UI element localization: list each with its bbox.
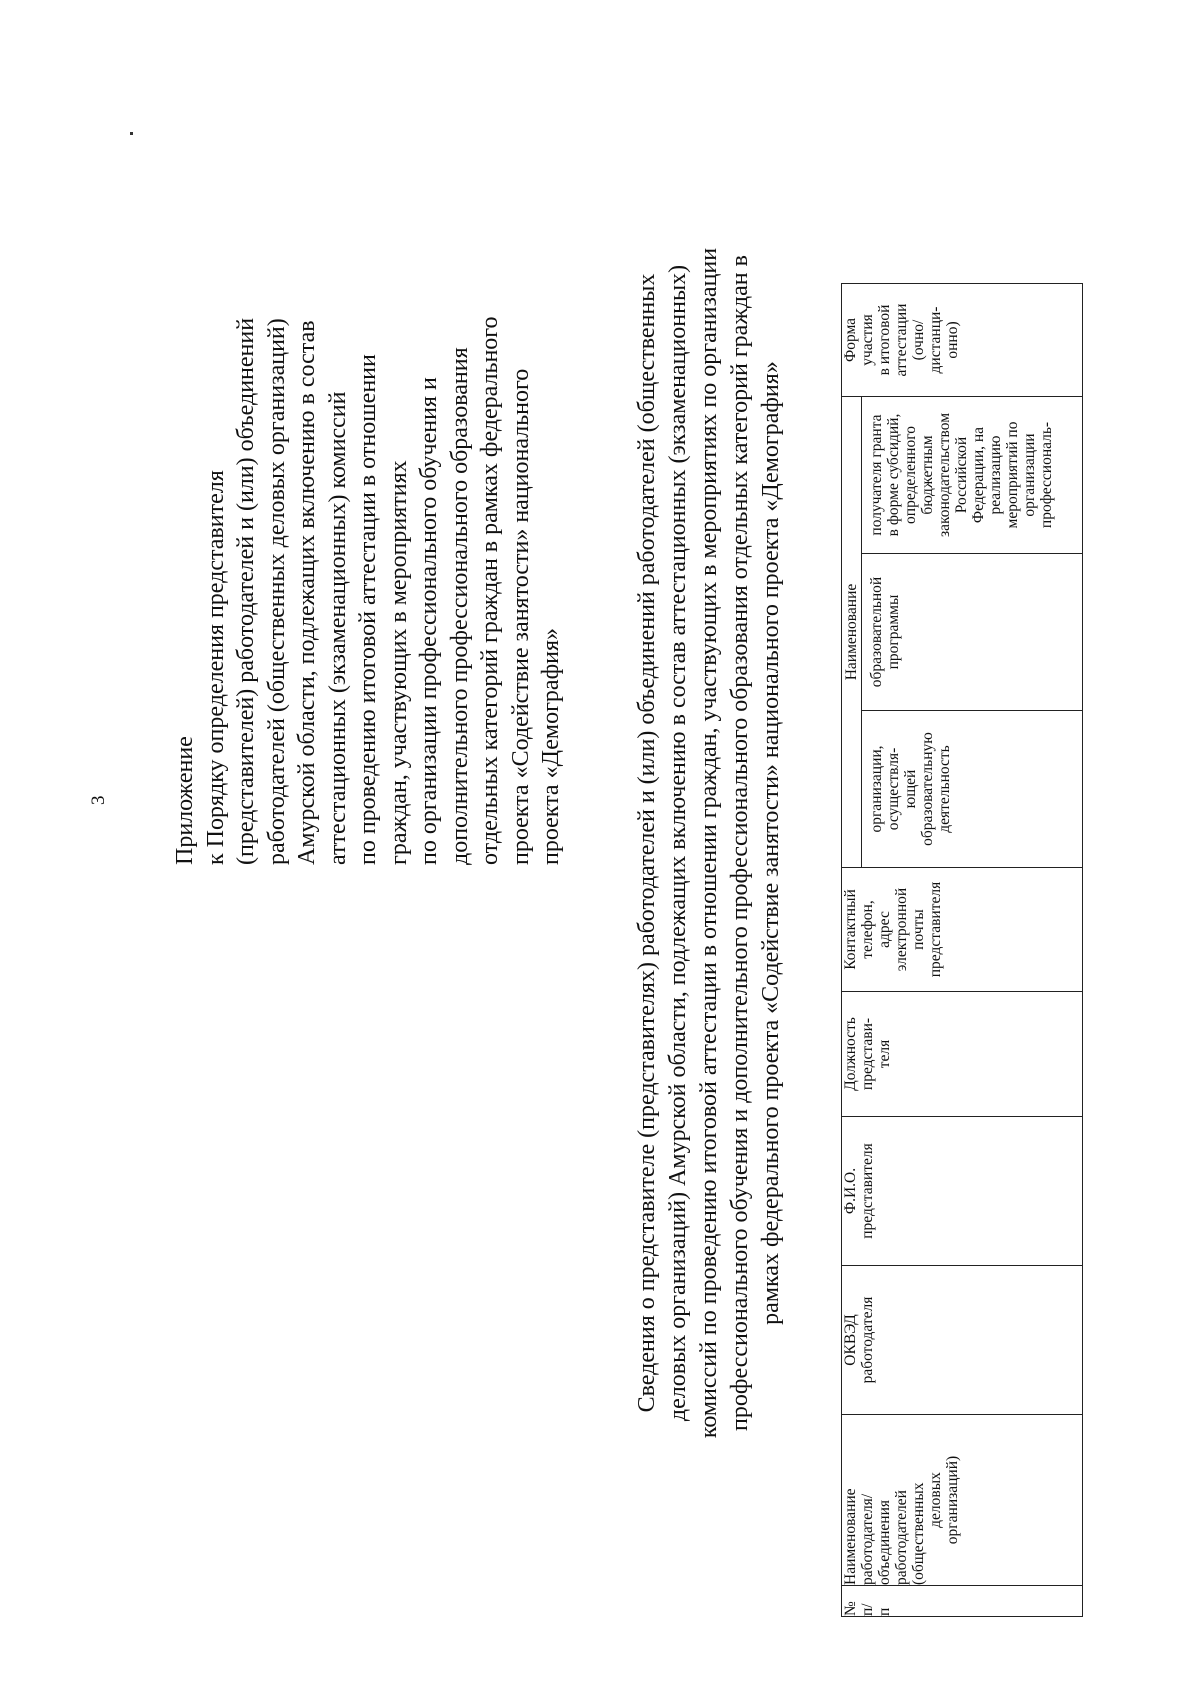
info-table-wrapper [841,283,1083,1617]
header-cell-line: электронной [893,887,910,972]
col-header-fio [842,1117,1083,1266]
col-header-organization [862,711,1083,868]
header-cell-line: п [876,1607,893,1616]
col-header-program [862,554,1083,711]
header-cell-line: реализацию [987,435,1004,515]
header-cell-line: представи- [859,1017,876,1091]
header-cell-line: представителя [859,1143,876,1239]
col-header-employer-name [842,1415,1083,1586]
col-header-grant-recipient [862,397,1083,554]
appendix-line: Амурской области, подлежащих включению в состав [294,320,320,865]
scan-speck [130,132,133,135]
header-cell-line: организаций) [944,1455,961,1545]
header-cell-line: Форма [842,317,859,363]
appendix-line: по проведению итоговой аттестации в отношении [355,354,381,865]
appendix-block [170,265,567,865]
header-cell-line: представителя [927,881,944,978]
header-cell-line: онно) [944,321,961,359]
table-header-row-top [842,284,862,1617]
header-cell-line: теля [876,1039,893,1069]
header-cell-line: мероприятий по [1004,421,1021,529]
header-cell-line: законодательством [936,412,953,538]
header-cell-line: организации [1021,433,1038,517]
appendix-line: (представителей) работодателей и (или) объединений [233,317,259,865]
header-cell-line: Федерации, на [970,426,987,524]
header-cell-line: работодателя/ [859,1493,876,1585]
header-cell-line: деятельность [936,745,953,833]
col-header-contacts [842,868,1083,992]
header-cell-line: дистанци- [927,306,944,374]
col-header-num [842,1586,1083,1617]
col-header-merged-name: Наименование [842,397,862,868]
document-heading [632,63,787,1623]
page-number: 3 [88,795,109,805]
col-header-position [842,992,1083,1117]
header-cell-line: участия [859,314,876,366]
header-cell-line: программы [885,594,902,670]
header-cell-line: деловых [927,1472,944,1528]
heading-line: Сведения о представителе (представителях) работодателей и (или) объединений работодателей (общественных [634,273,660,1413]
heading-line: деловых организаций) Амурской области, подлежащих включению в состав аттестационных (экзаменационных) [665,264,691,1422]
header-cell-line: Контактный [842,889,859,970]
appendix-line: к Порядку определения представителя [202,470,229,865]
header-cell-line: бюджетным [919,435,936,515]
header-cell-line: образовательной [868,576,885,688]
appendix-line: по организации профессионального обучения и [416,377,442,865]
info-table [841,283,1083,1617]
col-header-form [842,284,1083,397]
header-cell-line: Ф.И.О. [842,1167,859,1215]
appendix-line: Приложение [172,736,198,865]
header-cell-line: образовательную [919,732,936,846]
heading-line: профессионального обучения и дополнительного профессионального образования отдельных категорий граждан в [727,255,753,1431]
header-cell-line: аттестации [893,303,910,377]
header-cell-line: в итоговой [876,304,893,376]
header-cell-line: № [842,1601,859,1616]
header-cell-line: Наименование [842,1488,859,1585]
header-cell-line: Должность [842,1017,859,1091]
header-cell-line: адрес [876,911,893,948]
header-cell-line: работодателей [893,1490,910,1585]
appendix-line: граждан, участвующих в мероприятиях [385,460,412,865]
header-cell-line: объединения [876,1499,893,1585]
header-cell-line: профессиональ- [1038,421,1055,529]
header-cell-line: телефон, [859,900,876,959]
appendix-line: аттестационных (экзаменационных) комиссий [324,391,351,865]
appendix-line: дополнительного профессионального образования [446,347,473,865]
header-cell-line: определенного [902,426,919,524]
appendix-line: проекта «Содействие занятости» национального [507,368,534,865]
header-cell-line: ющей [902,769,919,809]
header-cell-line: почты [910,909,927,950]
heading-line: комиссий по проведению итоговой аттестации в отношении граждан, участвующих в мероприятиях по организации [696,247,722,1439]
header-cell-line: ОКВЭД [842,1314,859,1366]
header-cell-line: в форме субсидий, [885,413,902,537]
col-header-okved [842,1266,1083,1415]
header-cell-line: получателя гранта [868,414,885,536]
appendix-line: проекта «Демография» [538,628,564,865]
header-cell-line: (общественных [910,1482,927,1585]
header-cell-line: (очно/ [910,319,927,361]
heading-line: рамках федерального проекта «Содействие занятости» национального проекта «Демография» [758,361,784,1325]
header-cell-line: работодателя [859,1296,876,1384]
header-cell-line: п/ [859,1603,876,1616]
header-cell-line: Российской [953,436,970,514]
appendix-line: работодателей (общественных деловых организаций) [263,318,290,865]
header-cell-line: осуществля- [885,747,902,831]
appendix-line: отдельных категорий граждан в рамках федерального [477,316,503,865]
header-cell-line: организации, [868,745,885,833]
